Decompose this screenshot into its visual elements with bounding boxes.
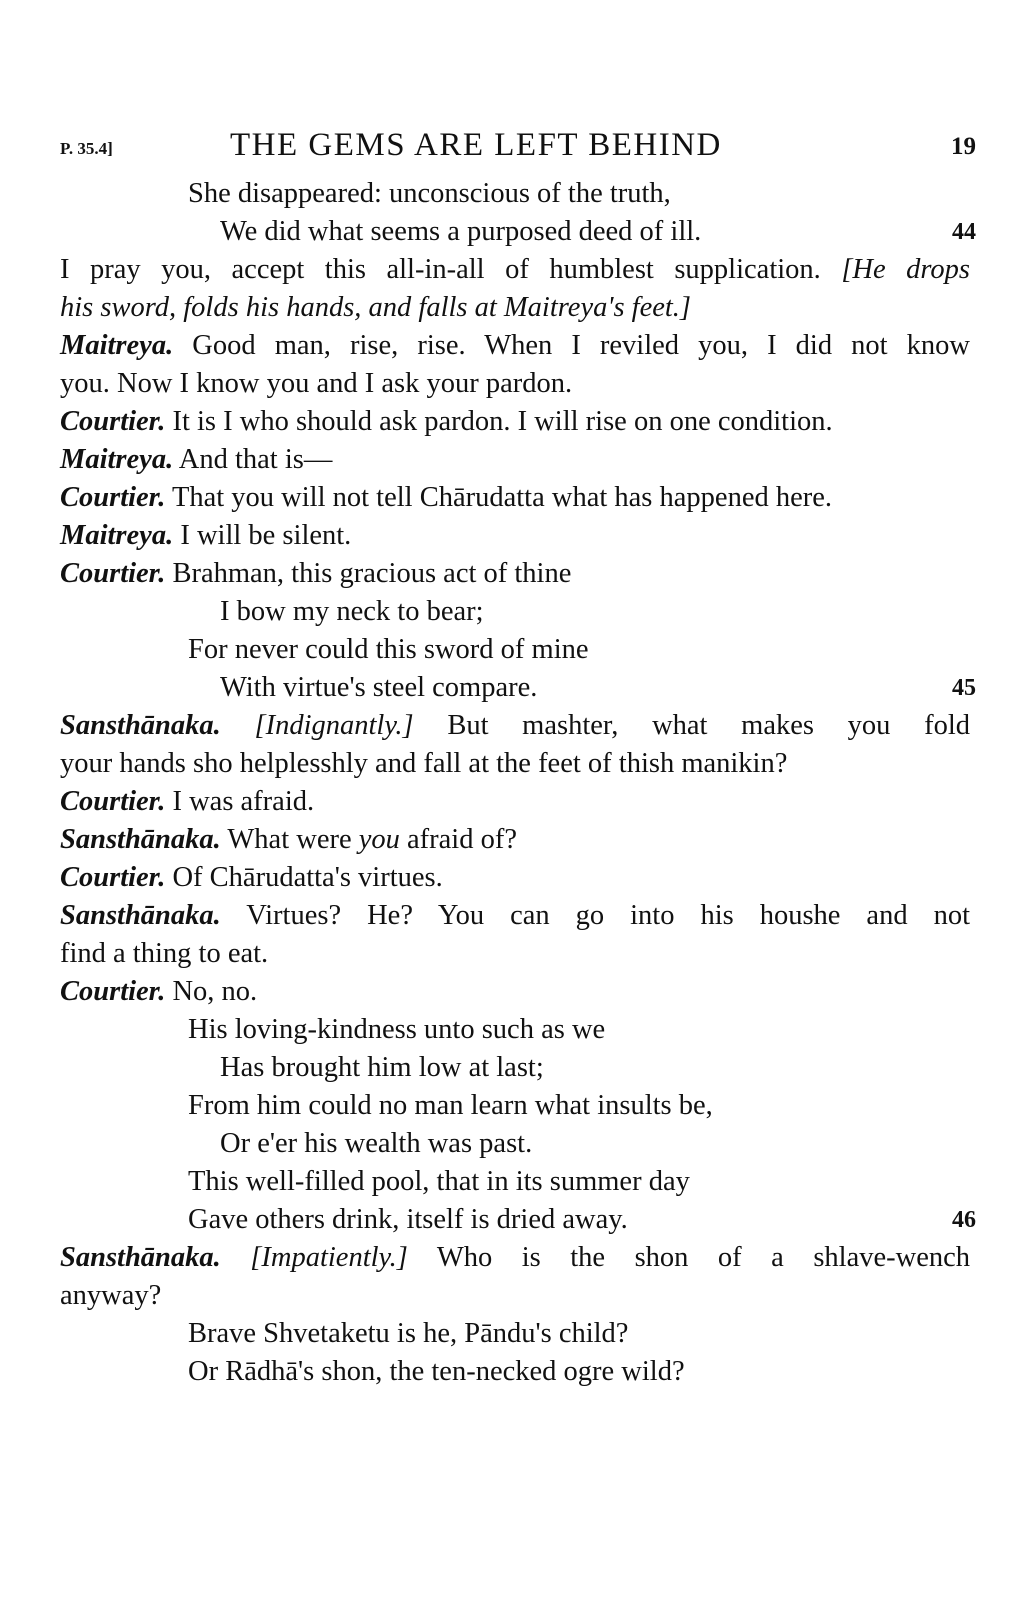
running-title: THE GEMS ARE LEFT BEHIND [230,127,722,163]
dialogue-line: your hands sho helplesshly and fall at the feet of thish manikin? [60,748,788,779]
verse-line: This well-filled pool, that in its summer day [188,1166,690,1197]
dialogue-line: Courtier. That you will not tell Chārudatta what has happened here. [60,482,833,513]
stage-direction: his sword, folds his hands, and falls at Maitreya's feet.] [60,292,692,323]
speaker-label: Maitreya. [60,444,174,475]
dialogue-line: Maitreya. Good man, rise, rise. When I reviled you, I did not know [60,330,970,361]
page-header [60,125,976,175]
dialogue-line: Maitreya. And that is— [60,444,333,475]
dialogue-line: Courtier. It is I who should ask pardon. I will rise on one condition. [60,406,833,437]
speaker-label: Courtier. [60,558,166,589]
speaker-label: Courtier. [60,482,166,513]
verse-line: Brave Shvetaketu is he, Pāndu's child? [188,1318,629,1349]
verse-number: 45 [952,675,976,701]
stage-direction: [He drops [841,254,971,285]
dialogue-line: Sansthānaka. What were you afraid of? [60,824,517,855]
verse-line: Has brought him low at last; [220,1052,544,1083]
speaker-label: Sansthānaka. [60,1242,221,1273]
dialogue-line: find a thing to eat. [60,938,269,969]
verse-line: Gave others drink, itself is dried away. 46 [60,1201,970,1239]
speaker-label: Sansthānaka. [60,900,221,931]
dialogue-line: Courtier. Brahman, this gracious act of thine [60,558,572,589]
verse-number: 44 [952,219,976,245]
speaker-label: Maitreya. [60,520,174,551]
stage-direction: [Impatiently.] [220,1242,408,1273]
speaker-label: Courtier. [60,406,166,437]
verse-line: I bow my neck to bear; [220,596,484,627]
verse-line: With virtue's steel compare. 45 [60,669,970,707]
dialogue-line: you. Now I know you and I ask your pardon. [60,368,573,399]
page-reference: P. 35.4] [60,139,113,158]
speaker-label: Sansthānaka. [60,710,221,741]
verse-line: From him could no man learn what insults be, [188,1090,713,1121]
speaker-label: Sansthānaka. [60,824,221,855]
dialogue-line: Courtier. No, no. [60,976,258,1007]
verse-line: For never could this sword of mine [188,634,589,665]
dialogue-line: Sansthānaka. Virtues? He? You can go into his houshe and not [60,900,970,931]
dialogue-line: Maitreya. I will be silent. [60,520,352,551]
dialogue-line: Sansthānaka. [Impatiently.] Who is the shon of a shlave-wench [60,1242,971,1273]
page-number: 19 [951,133,976,160]
dialogue-line: Courtier. I was afraid. [60,786,315,817]
stage-direction: [Indignantly.] [220,710,414,741]
verse-line: Or e'er his wealth was past. [220,1128,533,1159]
dialogue-line: anyway? [60,1280,162,1311]
verse-line: His loving-kindness unto such as we [188,1014,606,1045]
verse-number: 46 [952,1207,976,1233]
speaker-label: Courtier. [60,786,166,817]
prose-line: I pray you, accept this all-in-all of humblest supplication. [He drops [60,254,971,285]
verse-line: Or Rādhā's shon, the ten-necked ogre wild? [188,1356,685,1387]
speaker-label: Courtier. [60,862,166,893]
document-page [60,125,976,1391]
speaker-label: Courtier. [60,976,166,1007]
verse-line: We did what seems a purposed deed of ill. 44 [60,213,970,251]
dialogue-line: Courtier. Of Chārudatta's virtues. [60,862,443,893]
verse-line: She disappeared: unconscious of the truth, [188,178,671,209]
speaker-label: Maitreya. [60,330,174,361]
dialogue-line: Sansthānaka. [Indignantly.] But mashter, what makes you fold [60,710,970,741]
